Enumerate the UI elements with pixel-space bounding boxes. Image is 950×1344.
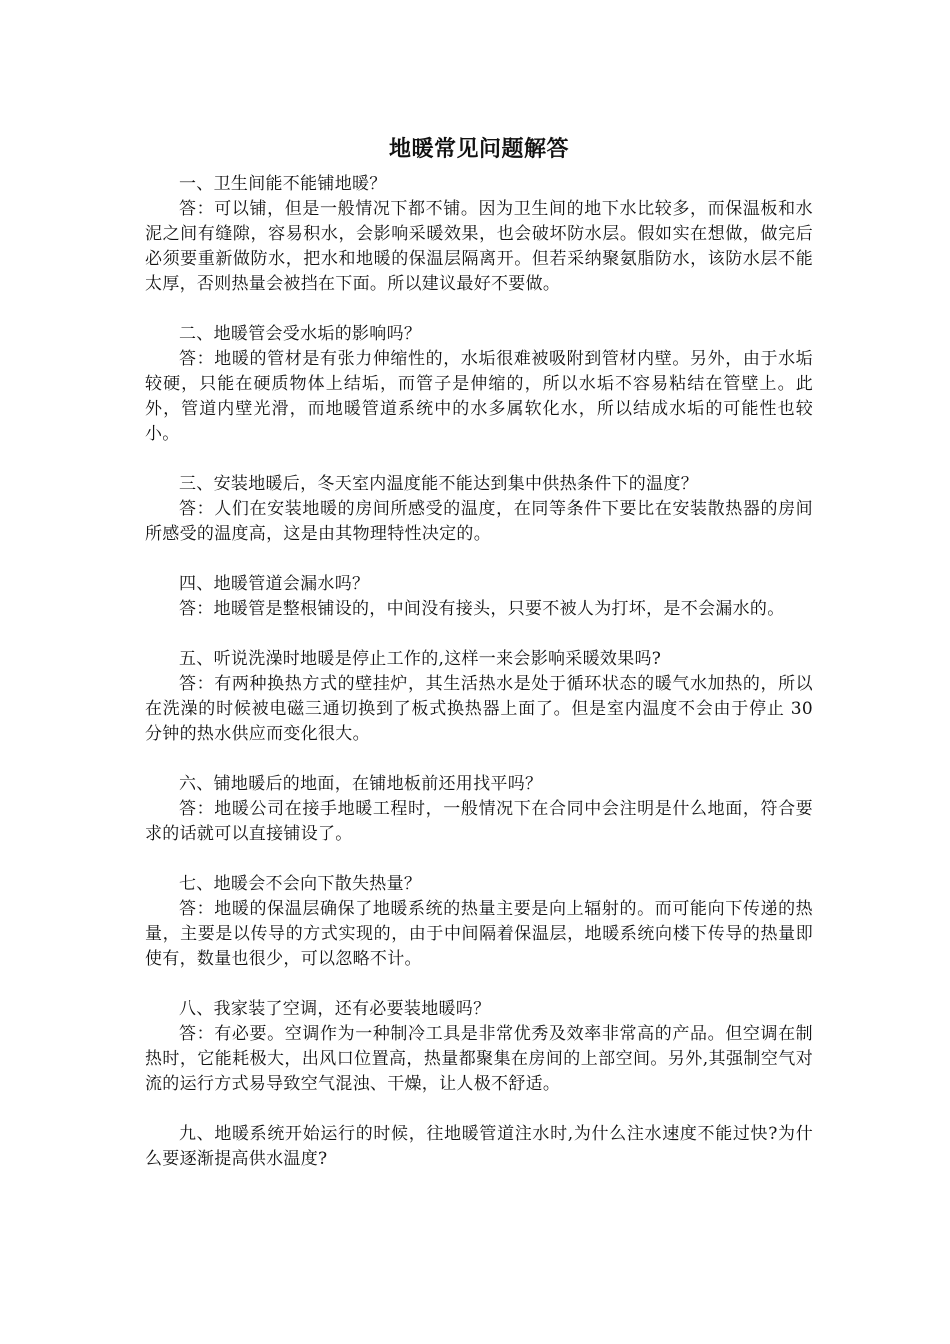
qa-item-3 — [145, 472, 813, 547]
qa-item-9 — [145, 1122, 813, 1172]
document-title: 地暖常见问题解答 — [388, 136, 569, 162]
question-text: 五、听说洗澡时地暖是停止工作的,这样一来会影响采暖效果吗? — [179, 649, 662, 669]
question-text: 六、铺地暖后的地面，在铺地板前还用找平吗？ — [179, 774, 543, 794]
answer-text: 答：地暖的管材是有张力伸缩性的，水垢很难被吸附到管材内壁。另外，由于水垢较硬，只能在硬质物体上结垢，而管子是伸缩的，所以水垢不容易粘结在管壁上。此外，管道内壁光滑，而地暖管道系统中的水多属软化水，所以结成水垢的可能性也较小。 — [145, 349, 813, 444]
qa-item-6 — [145, 772, 813, 847]
answer-text: 答：人们在安装地暖的房间所感受的温度，在同等条件下要比在安装散热器的房间所感受的温度高，这是由其物理特性决定的。 — [145, 499, 813, 544]
qa-item-7 — [145, 872, 813, 972]
question-text: 九、地暖系统开始运行的时候，往地暖管道注水时,为什么注水速度不能过快?为什么要逐渐提高供水温度? — [145, 1124, 813, 1169]
qa-item-5 — [145, 647, 813, 747]
question-text: 二、地暖管会受水垢的影响吗？ — [179, 324, 422, 344]
answer-text: 答：可以铺，但是一般情况下都不铺。因为卫生间的地下水比较多，而保温板和水泥之间有缝隙，容易积水，会影响采暖效果，也会破坏防水层。假如实在想做，做完后必须要重新做防水，把水和地暖的保温层隔离开。但若采纳聚氨脂防水，该防水层不能太厚，否则热量会被挡在下面。所以建议最好不要做。 — [145, 199, 813, 294]
document-page — [145, 132, 813, 1197]
answer-text: 答：有必要。空调作为一种制冷工具是非常优秀及效率非常高的产品。但空调在制热时，它能耗极大，出风口位置高，热量都聚集在房间的上部空间。另外,其强制空气对流的运行方式易导致空气混浊、干燥，让人极不舒适。 — [145, 1024, 813, 1094]
qa-item-4 — [145, 572, 813, 622]
answer-text: 答：地暖公司在接手地暖工程时，一般情况下在合同中会注明是什么地面，符合要求的话就可以直接铺设了。 — [145, 799, 813, 844]
answer-text: 答：地暖管是整根铺设的，中间没有接头，只要不被人为打坏，是不会漏水的。 — [179, 599, 785, 619]
question-text: 一、卫生间能不能铺地暖？ — [179, 174, 387, 194]
question-text: 四、地暖管道会漏水吗？ — [179, 574, 370, 594]
question-text: 七、地暖会不会向下散失热量？ — [179, 874, 422, 894]
qa-item-8 — [145, 997, 813, 1097]
question-text: 三、安装地暖后，冬天室内温度能不能达到集中供热条件下的温度？ — [179, 474, 698, 494]
answer-text: 答：地暖的保温层确保了地暖系统的热量主要是向上辐射的。而可能向下传递的热量，主要是以传导的方式实现的，由于中间隔着保温层，地暖系统向楼下传导的热量即使有，数量也很少，可以忽略不计。 — [145, 899, 813, 969]
qa-item-1 — [145, 172, 813, 297]
qa-item-2 — [145, 322, 813, 447]
answer-text: 答：有两种换热方式的壁挂炉，其生活热水是处于循环状态的暖气水加热的，所以在洗澡的时候被电磁三通切换到了板式换热器上面了。但是室内温度不会由于停止 30 分钟的热水供应而变化很大。 — [145, 674, 813, 744]
question-text: 八、我家装了空调，还有必要装地暖吗？ — [179, 999, 491, 1019]
